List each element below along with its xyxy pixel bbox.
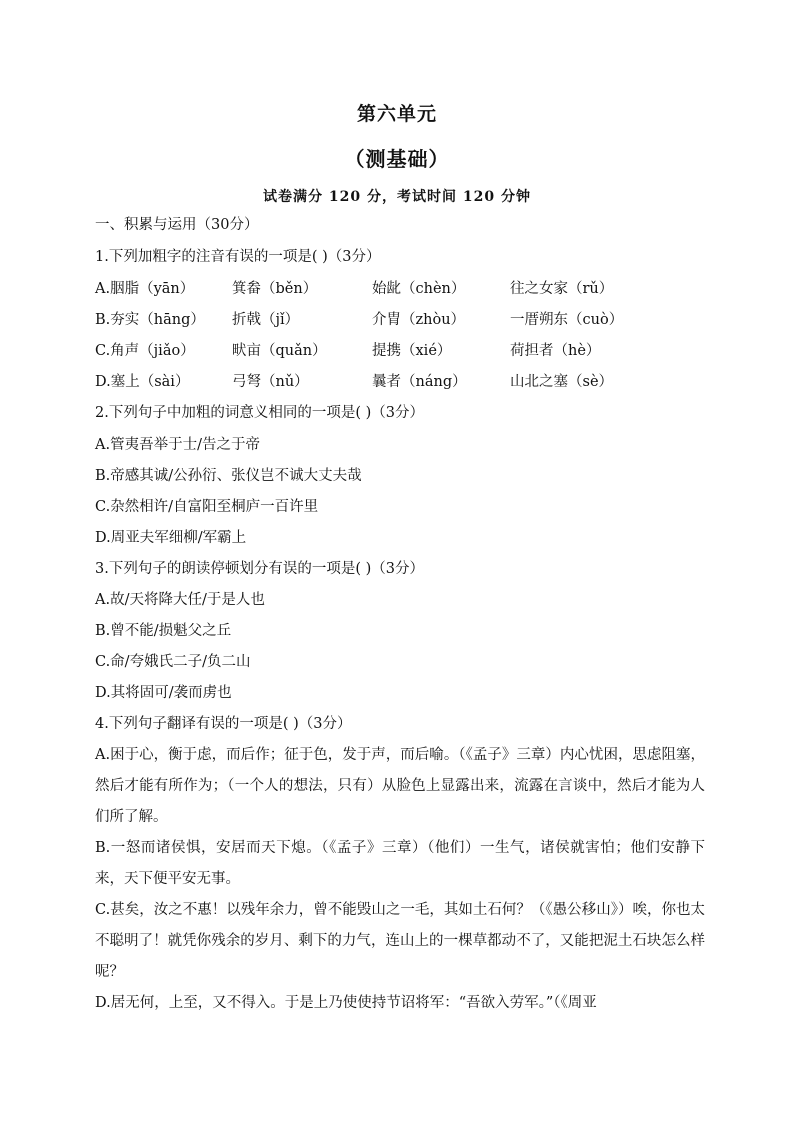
- option-cell: 曩者（náng）: [372, 374, 467, 390]
- page-title: 第六单元: [356, 103, 437, 125]
- question-3-option-b: B.曾不能/损魁父之丘: [95, 623, 232, 639]
- option-cell: 始龀（chèn）: [372, 281, 466, 297]
- question-2-stem: 2.下列句子中加粗的词意义相同的一项是( )（3分）: [95, 405, 424, 421]
- question-3-option-c: C.命/夸娥氏二子/负二山: [95, 654, 251, 670]
- question-3-option-a: A.故/天将降大任/于是人也: [95, 592, 265, 608]
- section-heading: 一、积累与运用（30分）: [95, 217, 259, 233]
- question-1-row-b: [95, 309, 705, 331]
- option-cell: 畎亩（quǎn）: [232, 343, 327, 359]
- option-cell: C.角声（jiǎo）: [95, 343, 195, 359]
- question-1-stem: 1.下列加粗字的注音有误的一项是( )（3分）: [95, 249, 381, 265]
- option-cell: 介胄（zhòu）: [372, 312, 466, 328]
- question-3-option-d: D.其将固可/袭而虏也: [95, 685, 232, 701]
- question-1-row-c: [95, 340, 705, 362]
- question-2-option-a: A.管夷吾举于士/告之于帝: [95, 437, 260, 453]
- question-4-option-d: D.居无何，上至，又不得入。于是上乃使使持节诏将军：“吾欲入劳军。”（《周亚: [95, 995, 597, 1011]
- question-2-option-c: C.杂然相许/自富阳至桐庐一百许里: [95, 499, 319, 515]
- option-cell: 箕畚（běn）: [232, 281, 318, 297]
- page-subtitle: （测基础）: [344, 147, 450, 171]
- option-cell: 山北之塞（sè）: [510, 374, 614, 390]
- question-2-option-d: D.周亚夫军细柳/军霸上: [95, 530, 247, 546]
- option-cell: A.胭脂（yān）: [95, 281, 195, 297]
- question-4-option-c: C.甚矣，汝之不惠！以残年余力，曾不能毁山之一毛，其如土石何？（《愚公移山》）唉，你也太不聪明了！就凭你残余的岁月、剩下的力气，连山上的一棵草都动不了，又能把泥土石块怎么样呢？: [95, 902, 705, 980]
- option-cell: 荷担者（hè）: [510, 343, 601, 359]
- question-4-option-a: A.困于心，衡于虑，而后作；征于色，发于声，而后喻。（《孟子》三章）内心忧困，思虑阻塞，然后才能有所作为；（一个人的想法，只有）从脸色上显露出来，流露在言谈中，然后才能为人们所了解。: [95, 747, 705, 825]
- option-cell: B.夯实（hāng）: [95, 312, 205, 328]
- option-cell: 提携（xié）: [372, 343, 452, 359]
- question-1-row-a: [95, 278, 705, 300]
- question-4-stem: 4.下列句子翻译有误的一项是( )（3分）: [95, 716, 352, 732]
- exam-info: 试卷满分 120 分，考试时间 120 分钟: [263, 189, 531, 205]
- question-4-option-b: B.一怒而诸侯惧，安居而天下熄。（《孟子》三章）（他们）一生气，诸侯就害怕；他们安静下来，天下便平安无事。: [95, 840, 705, 887]
- question-3-stem: 3.下列句子的朗读停顿划分有误的一项是( )（3分）: [95, 561, 424, 577]
- option-cell: 折戟（jǐ）: [232, 312, 300, 328]
- option-cell: 往之女家（rǔ）: [510, 281, 614, 297]
- question-1-row-d: [95, 371, 705, 393]
- option-cell: 一厝朔东（cuò）: [510, 312, 624, 328]
- option-cell: D.塞上（sài）: [95, 374, 190, 390]
- option-cell: 弓弩（nǔ）: [232, 374, 309, 390]
- question-2-option-b: B.帝感其诚/公孙衍、张仪岂不诚大丈夫哉: [95, 468, 362, 484]
